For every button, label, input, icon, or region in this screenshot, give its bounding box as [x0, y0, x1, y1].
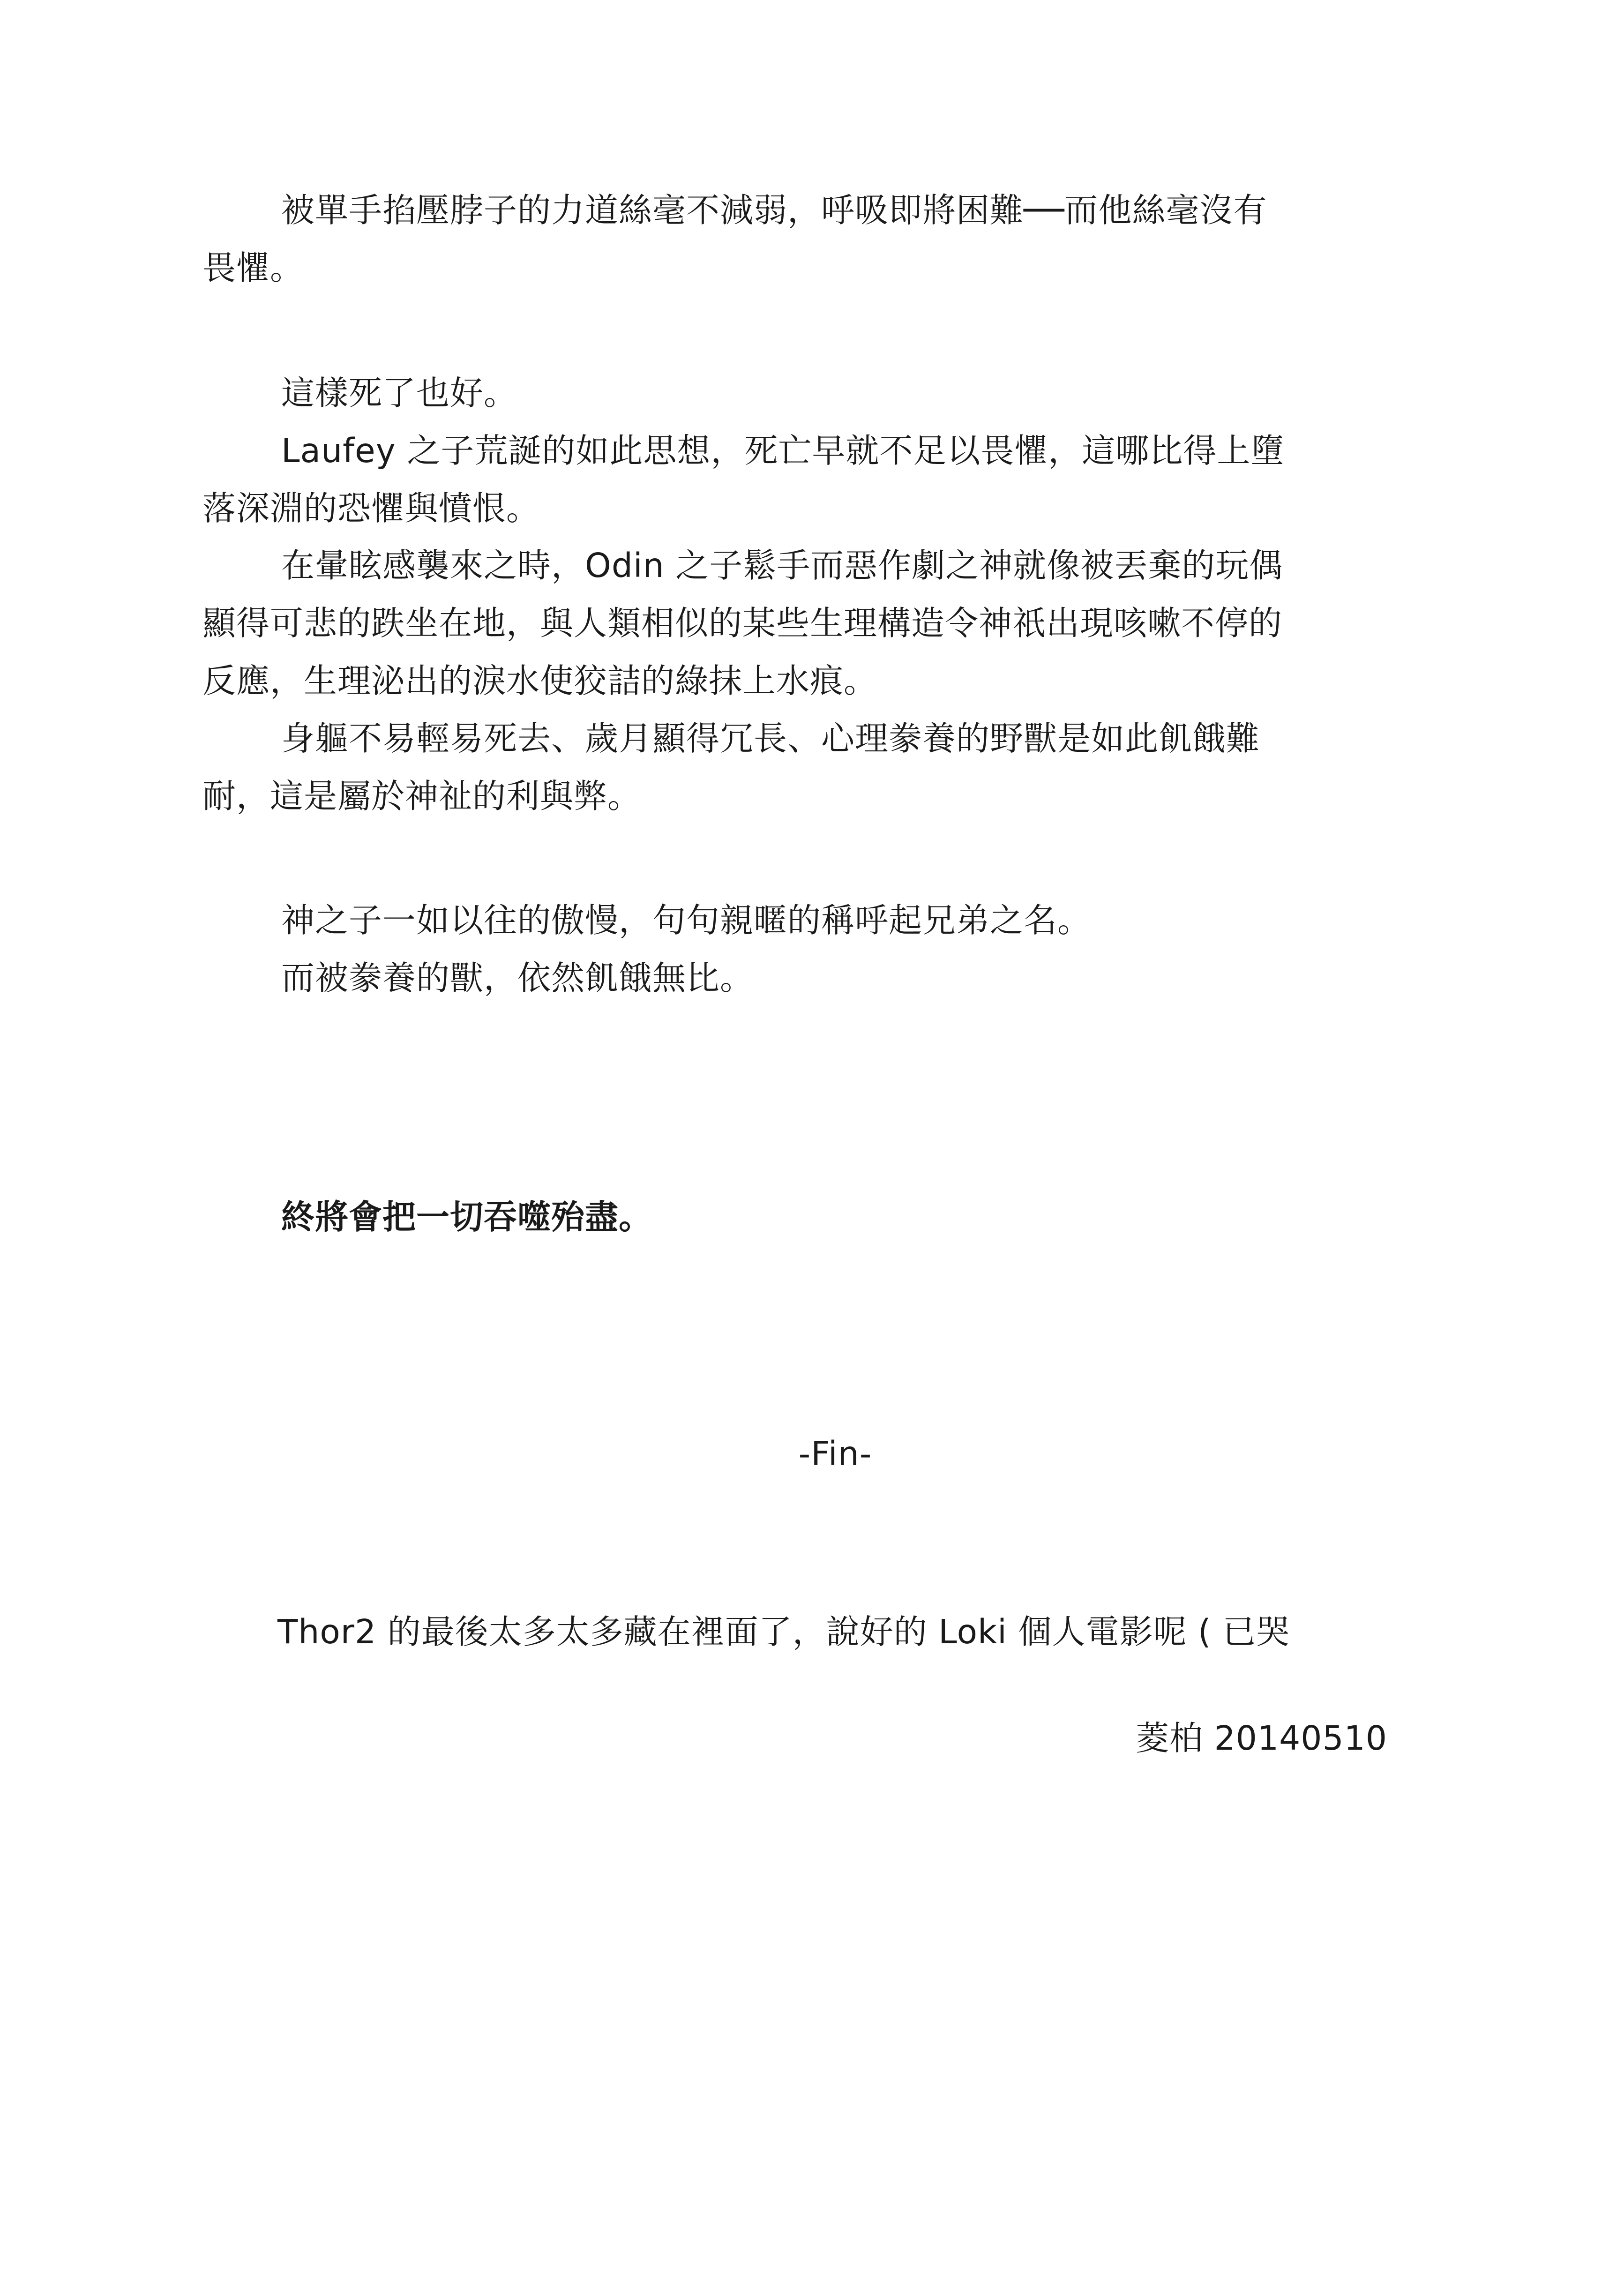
afterword-line: Thor2 的最後太多太多藏在裡面了，說好的 Loki 個人電影呢 ( 已哭 [277, 1612, 1290, 1651]
paragraph-7-line-1: 而被豢養的獸，依然飢餓無比。 [281, 959, 754, 997]
paragraph-6-line-1: 神之子一如以往的傲慢，句句親暱的稱呼起兄弟之名。 [281, 901, 1092, 940]
paragraph-4-line-3: 反應，生理泌出的淚水使狡詰的綠抹上水痕。 [202, 661, 878, 700]
paragraph-1-line-1: 被單手掐壓脖子的力道絲毫不減弱，呼吸即將困難──而他絲毫沒有 [281, 191, 1267, 230]
paragraph-5-line-1: 身軀不易輕易死去、歲月顯得冗長、心理豢養的野獸是如此飢餓難 [281, 719, 1260, 758]
paragraph-4-line-1: 在暈眩感襲來之時，Odin 之子鬆手而惡作劇之神就像被丟棄的玩偶 [281, 546, 1283, 585]
emphasis-line: 終將會把一切吞噬殆盡。 [281, 1198, 653, 1236]
paragraph-3-line-2: 落深淵的恐懼與憤恨。 [202, 489, 540, 528]
fin-marker: -Fin- [798, 1434, 872, 1473]
paragraph-1-line-2: 畏懼。 [202, 248, 304, 287]
paragraph-2-line-1: 這樣死了也好。 [281, 374, 518, 412]
paragraph-4-line-2: 顯得可悲的跌坐在地，與人類相似的某些生理構造令神祇出現咳嗽不停的 [202, 604, 1283, 643]
signature-date: 菱柏 20140510 [1136, 1719, 1387, 1758]
paragraph-5-line-2: 耐，這是屬於神祉的利與弊。 [202, 777, 642, 816]
paragraph-3-line-1: Laufey 之子荒誕的如此思想，死亡早就不足以畏懼，這哪比得上墮 [281, 431, 1285, 470]
